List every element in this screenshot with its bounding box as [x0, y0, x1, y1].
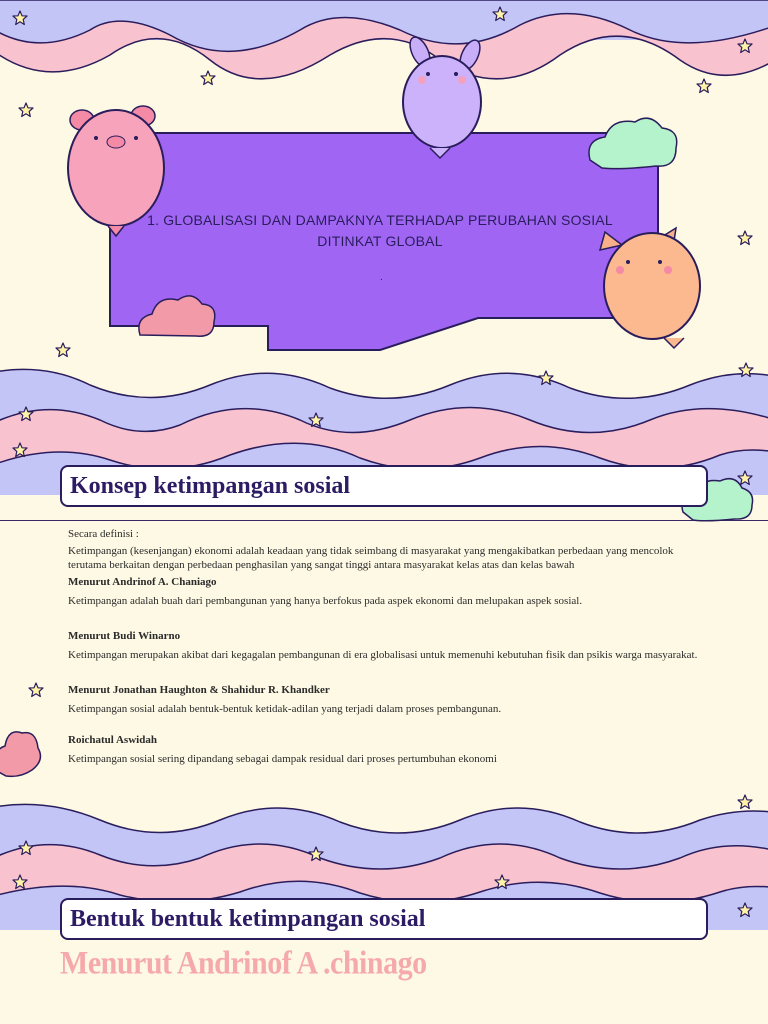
star-icon: [29, 683, 43, 697]
cover-title: [140, 210, 620, 252]
star-icon: [56, 343, 70, 357]
cloud-icon: [589, 118, 677, 169]
star-icon: [697, 79, 711, 93]
cover-title-line1: 1. GLOBALISASI DAN DAMPAKNYA TERHADAP PERUBAHAN SOSIAL: [147, 212, 613, 228]
star-icon: [738, 795, 752, 809]
author-name: Roichatul Aswidah: [68, 734, 157, 746]
star-icon: [201, 71, 215, 85]
section-heading-bar: [60, 465, 708, 507]
star-icon: [738, 231, 752, 245]
definition-label: Secara definisi :: [68, 528, 139, 540]
author-quote: Ketimpangan adalah buah dari pembangunan yang hanya berfokus pada aspek ekonomi dan melupakan aspek sosial.: [68, 595, 583, 607]
definition-text: Ketimpangan (kesenjangan) ekonomi adalah keadaan yang tidak seimbang di masyarakat yang mengakibatkan perbedaan yang mencolok terutama berkaitan dengan perbedaan penghasilan yang sangat tinggi antara masyarakat kelas atas dan kelas bawah: [68, 545, 674, 571]
author-quote: Ketimpangan sosial adalah bentuk-bentuk ketidak-adilan yang terjadi dalam proses pembangunan.: [68, 703, 502, 715]
section-heading: Konsep ketimpangan sosial: [70, 473, 351, 499]
top-cloud-band: [0, 0, 768, 79]
star-icon: [19, 103, 33, 117]
section-subtitle: Menurut Andrinof A .chinago: [60, 945, 427, 982]
author-quote: Ketimpangan sosial sering dipandang sebagai dampak residual dari proses pertumbuhan ekonomi: [68, 753, 497, 765]
author-name: Menurut Budi Winarno: [68, 630, 181, 642]
section-heading-bar: [60, 898, 708, 940]
author-quote: Ketimpangan merupakan akibat dari kegagalan pembangunan di era globalisasi untuk memenuhi kebutuhan fisik dan psikis warga masyarakat.: [68, 649, 698, 661]
cover-title-line2: DITINKAT GLOBAL: [317, 233, 443, 249]
author-name: Menurut Jonathan Haughton & Shahidur R. Khandker: [68, 684, 330, 696]
author-name: Menurut Andrinof A. Chaniago: [68, 576, 217, 588]
cover-title-dot: .: [380, 272, 383, 283]
section-content: [68, 527, 700, 766]
cloud-icon: [0, 732, 40, 776]
section-heading: Bentuk bentuk ketimpangan sosial: [70, 906, 426, 932]
